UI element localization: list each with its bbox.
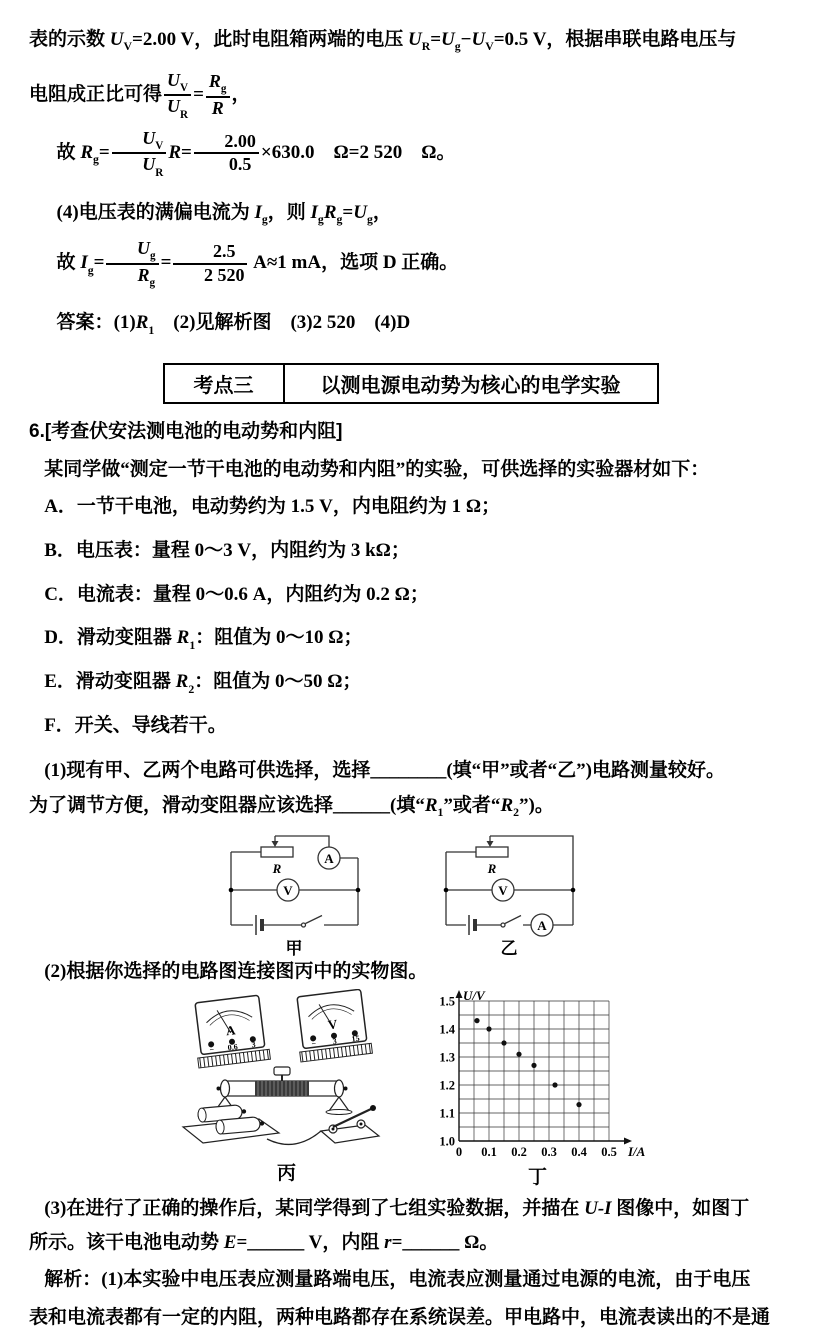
circuit-diagrams-row: [29, 830, 792, 958]
data-point: [501, 1040, 506, 1045]
switch-lever: [305, 915, 322, 923]
var: R: [208, 71, 221, 92]
data-point: [486, 1026, 491, 1031]
var-sub: 1: [148, 323, 155, 337]
sub-question-3-line-1: [29, 1195, 792, 1222]
var-ui: U-I: [584, 1197, 612, 1219]
section-title: 以测电源电动势为核心的电学实验: [320, 374, 621, 397]
text-segment: D．滑动变阻器: [44, 627, 177, 649]
var: I: [310, 201, 318, 223]
fraction-denominator: [206, 98, 230, 119]
var: R: [500, 794, 514, 816]
data-point: [576, 1102, 581, 1107]
junction-dot: [570, 887, 575, 892]
y-axis-arrow: [455, 990, 462, 998]
var-sub: R: [421, 40, 431, 54]
text-segment: C．电流表：量程 0～0.6 A，内阻约为 0.2 Ω；: [44, 583, 429, 605]
switch-pivot: [301, 923, 305, 927]
text-segment: ”)。: [519, 794, 554, 816]
terminal-label: 3: [331, 1036, 337, 1046]
fraction-denominator: 2 520: [203, 265, 245, 286]
var: U: [142, 127, 156, 148]
text-segment: (2)见解析图 (3)2 520 (4)D: [154, 312, 411, 334]
text-segment: 为了调节方便，滑动变阻器应该选择______(填“: [29, 794, 425, 816]
equals-sign: =: [98, 141, 110, 163]
rheostat-foot: [326, 1109, 352, 1114]
figure-label-yi: 乙: [500, 938, 517, 958]
var-sub: g: [149, 277, 156, 290]
var: R: [168, 141, 182, 163]
var: U: [167, 69, 181, 90]
text-segment: =2.00 V，此时电阻箱两端的电压: [132, 29, 408, 50]
solution-ratio-formula: [29, 68, 792, 122]
text-segment: =______ Ω。: [391, 1231, 499, 1253]
fraction-numerator: 2.00: [194, 132, 259, 155]
text-segment: =: [430, 29, 442, 50]
exam-point-badge: 考点三: [165, 365, 285, 402]
var: U: [142, 154, 156, 175]
data-point: [552, 1082, 557, 1087]
ui-graph: [421, 989, 655, 1161]
text-segment: ：阻值为 0～10 Ω；: [195, 627, 363, 649]
equals-sign: =: [160, 252, 172, 274]
x-tick-label: 0.4: [570, 1144, 587, 1159]
var: R: [176, 627, 190, 649]
junction-dot: [228, 887, 233, 892]
answer-line: [29, 309, 792, 343]
rheostat-end-cap: [220, 1080, 229, 1097]
var-U: U: [407, 29, 422, 50]
apparatus-drawing: [167, 989, 407, 1157]
var: R: [175, 671, 189, 693]
equals-sign: =: [181, 141, 192, 163]
var-sub: R: [155, 166, 164, 179]
switch-lever: [505, 915, 521, 923]
wire: [275, 836, 329, 847]
terminal-label: −: [208, 1044, 215, 1055]
voltmeter-letter: V: [326, 1015, 338, 1032]
equipment-item-e: [29, 668, 792, 702]
circuit-diagram-jia: [216, 830, 391, 958]
var: I: [80, 252, 88, 274]
slider-arrow: [486, 841, 493, 847]
question-title: 6.[考查伏安法测电池的电动势和内阻]: [29, 420, 343, 442]
figure-label-jia: 甲: [285, 938, 302, 958]
ammeter-letter: A: [224, 1021, 236, 1038]
text-segment: F．开关、导线若干。: [44, 714, 227, 736]
slider-arrow: [271, 841, 278, 847]
fraction-numerator: [106, 239, 158, 265]
switch-terminal-dot: [331, 1127, 334, 1130]
text-segment: 故: [56, 141, 81, 163]
y-tick-label: 1.3: [438, 1050, 455, 1065]
rheostat-terminal: [343, 1086, 347, 1090]
text-segment: B．电压表：量程 0～3 V，内阻约为 3 kΩ；: [44, 539, 410, 561]
analysis-line-1: [29, 1266, 792, 1293]
fraction-denominator: [112, 154, 167, 178]
switch-terminal-dot: [359, 1122, 362, 1125]
var-sub: 1: [189, 638, 196, 652]
text-segment: A．一节干电池，电动势约为 1.5 V，内电阻约为 1 Ω；: [44, 495, 501, 517]
junction-dot: [443, 887, 448, 892]
x-tick-label: 0.3: [540, 1144, 557, 1159]
fraction: [194, 132, 259, 176]
var: R: [135, 312, 149, 334]
text-segment: 所示。该干电池电动势: [29, 1231, 224, 1253]
var: R: [211, 97, 224, 118]
sub-question-2: (2)根据你选择的电路图连接图丙中的实物图。: [44, 960, 428, 982]
solution-rg-calculation: [29, 126, 792, 187]
wire: [446, 852, 476, 925]
text-segment: ×630.0 Ω=2 520 Ω。: [260, 141, 456, 163]
text-segment: =______ V，内阻: [236, 1231, 385, 1253]
sub-question-1-line-2: [29, 792, 792, 826]
text-segment: −: [460, 29, 472, 50]
circuit-diagram-yi: [431, 830, 606, 958]
var-sub: g: [220, 83, 227, 96]
y-tick-label: 1.0: [438, 1134, 455, 1149]
var: r: [384, 1231, 392, 1253]
analysis-label: 解析：: [44, 1268, 102, 1290]
terminal-label: −: [310, 1038, 317, 1049]
rheostat: [261, 847, 293, 857]
var-sub: g: [87, 263, 94, 277]
equals-sign: =: [193, 83, 204, 105]
fraction-denominator: [106, 265, 158, 289]
x-tick-label: 0.2: [510, 1144, 527, 1159]
text-segment: A≈1 mA，选项 D 正确。: [249, 252, 459, 274]
fraction-numerator: [206, 72, 230, 98]
fraction-numerator: [112, 129, 167, 155]
equipment-item-f: [29, 712, 792, 746]
voltmeter-letter: V: [497, 882, 508, 898]
question-intro: 某同学做“测定一节干电池的电动势和内阻”的实验，可供选择的实验器材如下：: [44, 458, 710, 480]
var: R: [424, 794, 438, 816]
apparatus-and-graph-row: [29, 989, 792, 1189]
equipment-item-b: [29, 537, 792, 571]
fraction-numerator: 2.5: [173, 242, 247, 265]
section-header: [163, 363, 659, 404]
var: U: [167, 96, 181, 117]
rheostat: [476, 847, 508, 857]
text-segment: E．滑动变阻器: [44, 671, 176, 693]
voltmeter-device: [293, 989, 372, 1062]
data-point: [531, 1062, 536, 1067]
equipment-item-d: [29, 624, 792, 658]
ammeter-letter: A: [323, 850, 334, 866]
text-segment: ”或者“: [443, 794, 501, 816]
junction-dot: [355, 887, 360, 892]
var-sub: g: [93, 153, 99, 167]
fraction: [164, 71, 191, 121]
rheostat-label: R: [272, 860, 281, 876]
fraction: [173, 242, 247, 286]
equals-sign: =: [342, 201, 354, 223]
x-axis-label: I/A: [627, 1143, 645, 1159]
text-segment: ，: [372, 201, 392, 223]
rheostat-terminal: [216, 1086, 220, 1090]
var-U: U: [471, 29, 486, 50]
y-tick-label: 1.1: [438, 1106, 455, 1121]
var: R: [80, 141, 93, 163]
var-sub: g: [366, 212, 373, 226]
fraction: [206, 72, 230, 119]
var-sub: 2: [513, 806, 520, 820]
y-tick-label: 1.5: [438, 994, 455, 1009]
text-segment: 表的示数: [29, 29, 110, 50]
equals-sign: =: [93, 252, 105, 274]
text-segment: 电阻成正比可得: [29, 83, 163, 105]
var: U: [353, 201, 367, 223]
var-sub: V: [180, 81, 189, 94]
sub-question-3-line-2: [29, 1229, 792, 1256]
y-tick-label: 1.2: [438, 1078, 455, 1093]
sub-question-1-line-1: (1)现有甲、乙两个电路可供选择，选择________(填“甲”或者“乙”)电路测量较好。: [44, 759, 725, 781]
text-segment: ，则: [267, 201, 311, 223]
var-sub: V: [155, 139, 164, 152]
fraction: [106, 239, 158, 289]
text-segment: 故: [56, 252, 81, 274]
var-sub: g: [149, 250, 156, 263]
text-segment: =0.5 V，根据串联电路电压与: [493, 29, 737, 50]
text-segment: ：阻值为 0～50 Ω；: [194, 671, 362, 693]
var-sub: V: [485, 40, 494, 54]
rheostat-end-cap: [334, 1080, 343, 1097]
text-segment: (1)本实验中电压表应测量路端电压，电流表应测量通过电源的电流，由于电压: [101, 1268, 751, 1290]
var: I: [254, 201, 262, 223]
text-segment: ，: [231, 83, 251, 105]
text-segment: (1): [113, 312, 136, 334]
equipment-item-c: [29, 581, 792, 615]
var-U: U: [109, 29, 124, 50]
wire: [340, 858, 358, 925]
terminal-label: 3: [250, 1039, 256, 1049]
solution-line-4: [29, 199, 792, 233]
terminal-label: 15: [350, 1033, 360, 1044]
var-sub: R: [180, 108, 189, 121]
answer-label: 答案：: [56, 312, 114, 334]
wire: [231, 852, 261, 925]
var: U: [136, 238, 150, 259]
switch-knob: [370, 1105, 376, 1111]
var-sub: 2: [188, 682, 195, 696]
var: R: [323, 201, 337, 223]
y-tick-label: 1.4: [438, 1022, 455, 1037]
var-sub: g: [261, 212, 268, 226]
var: E: [223, 1231, 237, 1253]
text-segment: (3)在进行了正确的操作后，某同学得到了七组实验数据，并描在: [44, 1197, 585, 1219]
fraction-numerator: [164, 71, 191, 97]
figure-label-ding: 丁: [527, 1166, 547, 1188]
solution-line-1: [29, 26, 792, 60]
voltmeter-letter: V: [282, 882, 293, 898]
text-segment: 图像中，如图丁: [611, 1197, 750, 1219]
rheostat-leg: [329, 1097, 349, 1111]
switch-pivot: [501, 923, 505, 927]
figure-label-bing: 丙: [276, 1162, 296, 1184]
terminal-label: 0.6: [226, 1041, 238, 1052]
ammeter-letter: A: [536, 917, 547, 933]
fraction-denominator: 0.5: [228, 154, 252, 175]
rheostat-slider: [274, 1067, 290, 1075]
equipment-item-a: [29, 493, 792, 527]
var: R: [137, 265, 150, 286]
data-point: [474, 1018, 479, 1023]
apparatus-figure: [167, 989, 407, 1185]
graph-figure: [421, 989, 655, 1189]
text-segment: (4)电压表的满偏电流为: [56, 201, 255, 223]
x-tick-label: 0.1: [480, 1144, 497, 1159]
fraction: [112, 129, 167, 179]
var-sub: g: [336, 212, 343, 226]
x-tick-label: 0.5: [600, 1144, 617, 1159]
var-sub: 1: [437, 806, 444, 820]
ammeter-device: [191, 994, 270, 1067]
x-tick-label: 0: [455, 1144, 462, 1159]
var-U: U: [441, 29, 455, 50]
var-sub: g: [317, 212, 324, 226]
data-point: [516, 1051, 521, 1056]
battery-holder: [183, 1104, 279, 1143]
analysis-line-2: 表和电流表都有一定的内阻，两种电路都存在系统误差。甲电路中，电流表读出的不是通: [29, 1306, 771, 1328]
y-axis-label: U/V: [462, 988, 485, 1003]
var-sub: g: [454, 40, 461, 54]
fraction-denominator: [164, 96, 191, 120]
var-sub: V: [123, 40, 132, 54]
solution-ig-calculation: [29, 236, 792, 297]
rheostat-label: R: [487, 860, 496, 876]
